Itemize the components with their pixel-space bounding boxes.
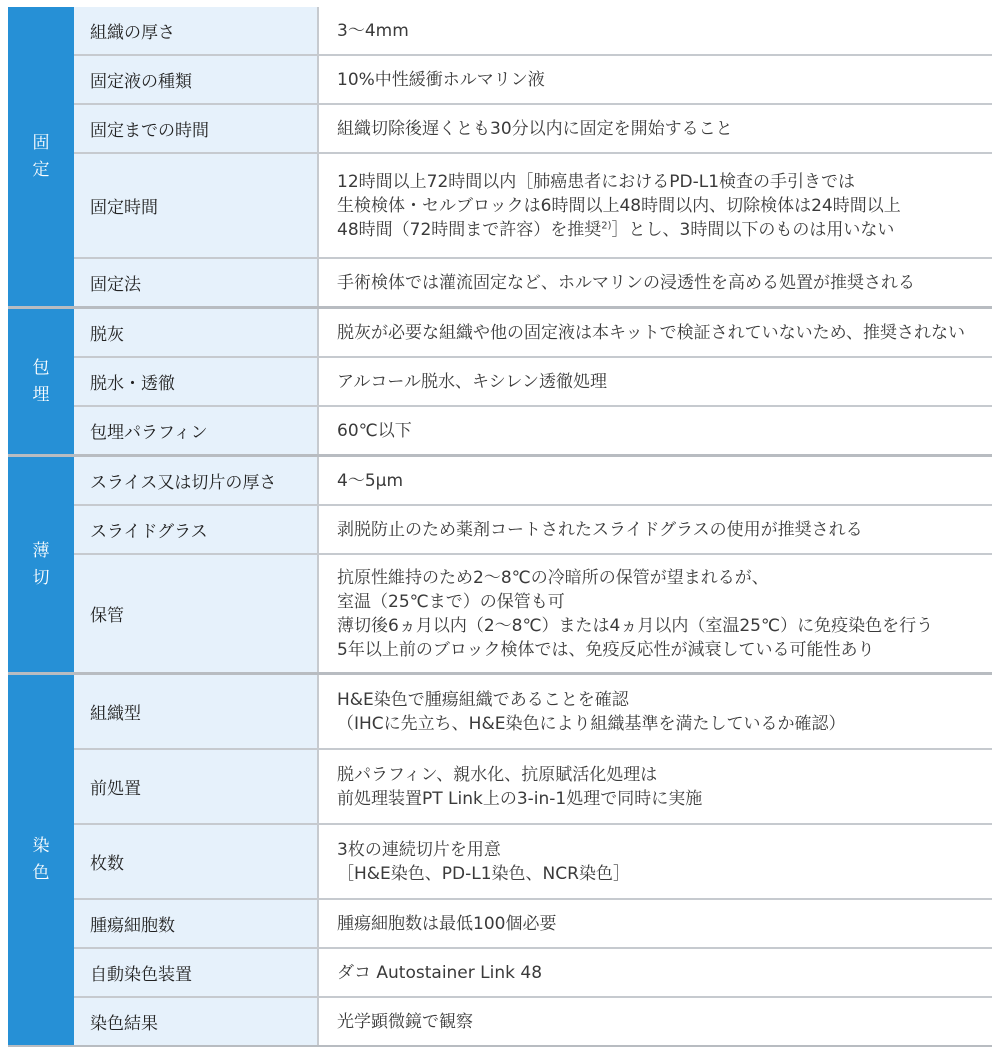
table-row xyxy=(74,457,992,506)
row-value: 10%中性緩衝ホルマリン液 xyxy=(337,69,545,90)
row-value: H&E染色で腫瘍組織であることを確認 （IHCに先立ち、H&E染色により組織基準を満たしているか確認） xyxy=(337,689,846,734)
category-char: 色 xyxy=(32,863,50,883)
table-row xyxy=(74,56,992,105)
row-label: 枚数 xyxy=(74,825,319,898)
protocol-table xyxy=(8,7,992,1047)
category-char: 埋 xyxy=(32,384,50,405)
table-row xyxy=(74,998,992,1045)
row-label: 組織の厚さ xyxy=(74,7,319,54)
table-row xyxy=(74,949,992,998)
row-label: 組織型 xyxy=(74,675,319,748)
row-value: 脱パラフィン、親水化、抗原賦活化処理は 前処理装置PT Link上の3-in-1処理で同時に実施 xyxy=(337,764,703,809)
section-sectioning xyxy=(8,457,992,675)
table-row xyxy=(74,309,992,358)
category-char: 定 xyxy=(32,159,50,180)
table-row xyxy=(74,259,992,306)
table-row xyxy=(74,407,992,454)
category-cell xyxy=(8,309,74,454)
section-fixation xyxy=(8,7,992,309)
category-cell xyxy=(8,457,74,672)
table-row xyxy=(74,358,992,407)
row-label: 保管 xyxy=(74,555,319,672)
table-row xyxy=(74,750,992,825)
table-row xyxy=(74,7,992,56)
row-value: 60℃以下 xyxy=(337,420,412,441)
row-value: 光学顕微鏡で観察 xyxy=(337,1011,473,1032)
row-label: 脱水・透徹 xyxy=(74,358,319,405)
row-label: 固定までの時間 xyxy=(74,105,319,152)
row-label: 前処置 xyxy=(74,750,319,823)
row-label: 固定時間 xyxy=(74,154,319,257)
category-cell xyxy=(8,675,74,1045)
row-label: 固定法 xyxy=(74,259,319,306)
row-value: 脱灰が必要な組織や他の固定液は本キットで検証されていないため、推奨されない xyxy=(337,322,965,343)
row-value: 組織切除後遅くとも30分以内に固定を開始すること xyxy=(337,118,733,139)
row-label: 包埋パラフィン xyxy=(74,407,319,454)
row-value: 剥脱防止のため薬剤コートされたスライドグラスの使用が推奨される xyxy=(337,519,863,540)
table-row xyxy=(74,900,992,949)
row-value: 腫瘍細胞数は最低100個必要 xyxy=(337,913,557,934)
category-char: 包 xyxy=(32,357,50,378)
table-row xyxy=(74,506,992,555)
section-embedding xyxy=(8,309,992,457)
row-label: スライドグラス xyxy=(74,506,319,553)
row-value: 12時間以上72時間以内［肺癌患者におけるPD-L1検査の手引きでは 生検検体・セルブロックは6時間以上48時間以内、切除検体は24時間以上 48時間（72時間まで許容）を推奨$^{2)}$］とし、3時間以下のものは用いない xyxy=(337,171,901,240)
row-value: アルコール脱水、キシレン透徹処理 xyxy=(337,371,607,392)
table-row xyxy=(74,825,992,900)
footnote-ref: 2) xyxy=(601,219,612,231)
row-value: 3～4mm xyxy=(337,20,409,41)
row-value: 手術検体では灌流固定など、ホルマリンの浸透性を高める処置が推奨される xyxy=(337,272,915,293)
category-char: 固 xyxy=(32,132,50,153)
row-label: 固定液の種類 xyxy=(74,56,319,103)
row-label: 脱灰 xyxy=(74,309,319,356)
row-value: 3枚の連続切片を用意 ［H&E染色、PD-L1染色、NCR染色］ xyxy=(337,839,630,884)
table-row xyxy=(74,555,992,672)
row-label: 自動染色装置 xyxy=(74,949,319,996)
table-row xyxy=(74,105,992,154)
table-row xyxy=(74,154,992,259)
row-label: 染色結果 xyxy=(74,998,319,1045)
table-row xyxy=(74,675,992,750)
category-cell xyxy=(8,7,74,306)
row-value: 抗原性維持のため2～8℃の冷暗所の保管が望まれるが、 室温（25℃まで）の保管も可 薄切後6ヵ月以内（2～8℃）または4ヵ月以内（室温25℃）に免疫染色を行う 5年以上前のブロック検体では、免疫反応性が減衰している可能性あり xyxy=(337,567,934,660)
section-staining xyxy=(8,675,992,1045)
row-value: 4～5μm xyxy=(337,470,404,491)
row-label: スライス又は切片の厚さ xyxy=(74,457,319,504)
row-label: 腫瘍細胞数 xyxy=(74,900,319,947)
category-char: 染 xyxy=(32,836,50,856)
category-char: 薄 xyxy=(32,540,50,561)
category-char: 切 xyxy=(32,567,50,588)
row-value: ダコ Autostainer Link 48 xyxy=(337,962,543,983)
